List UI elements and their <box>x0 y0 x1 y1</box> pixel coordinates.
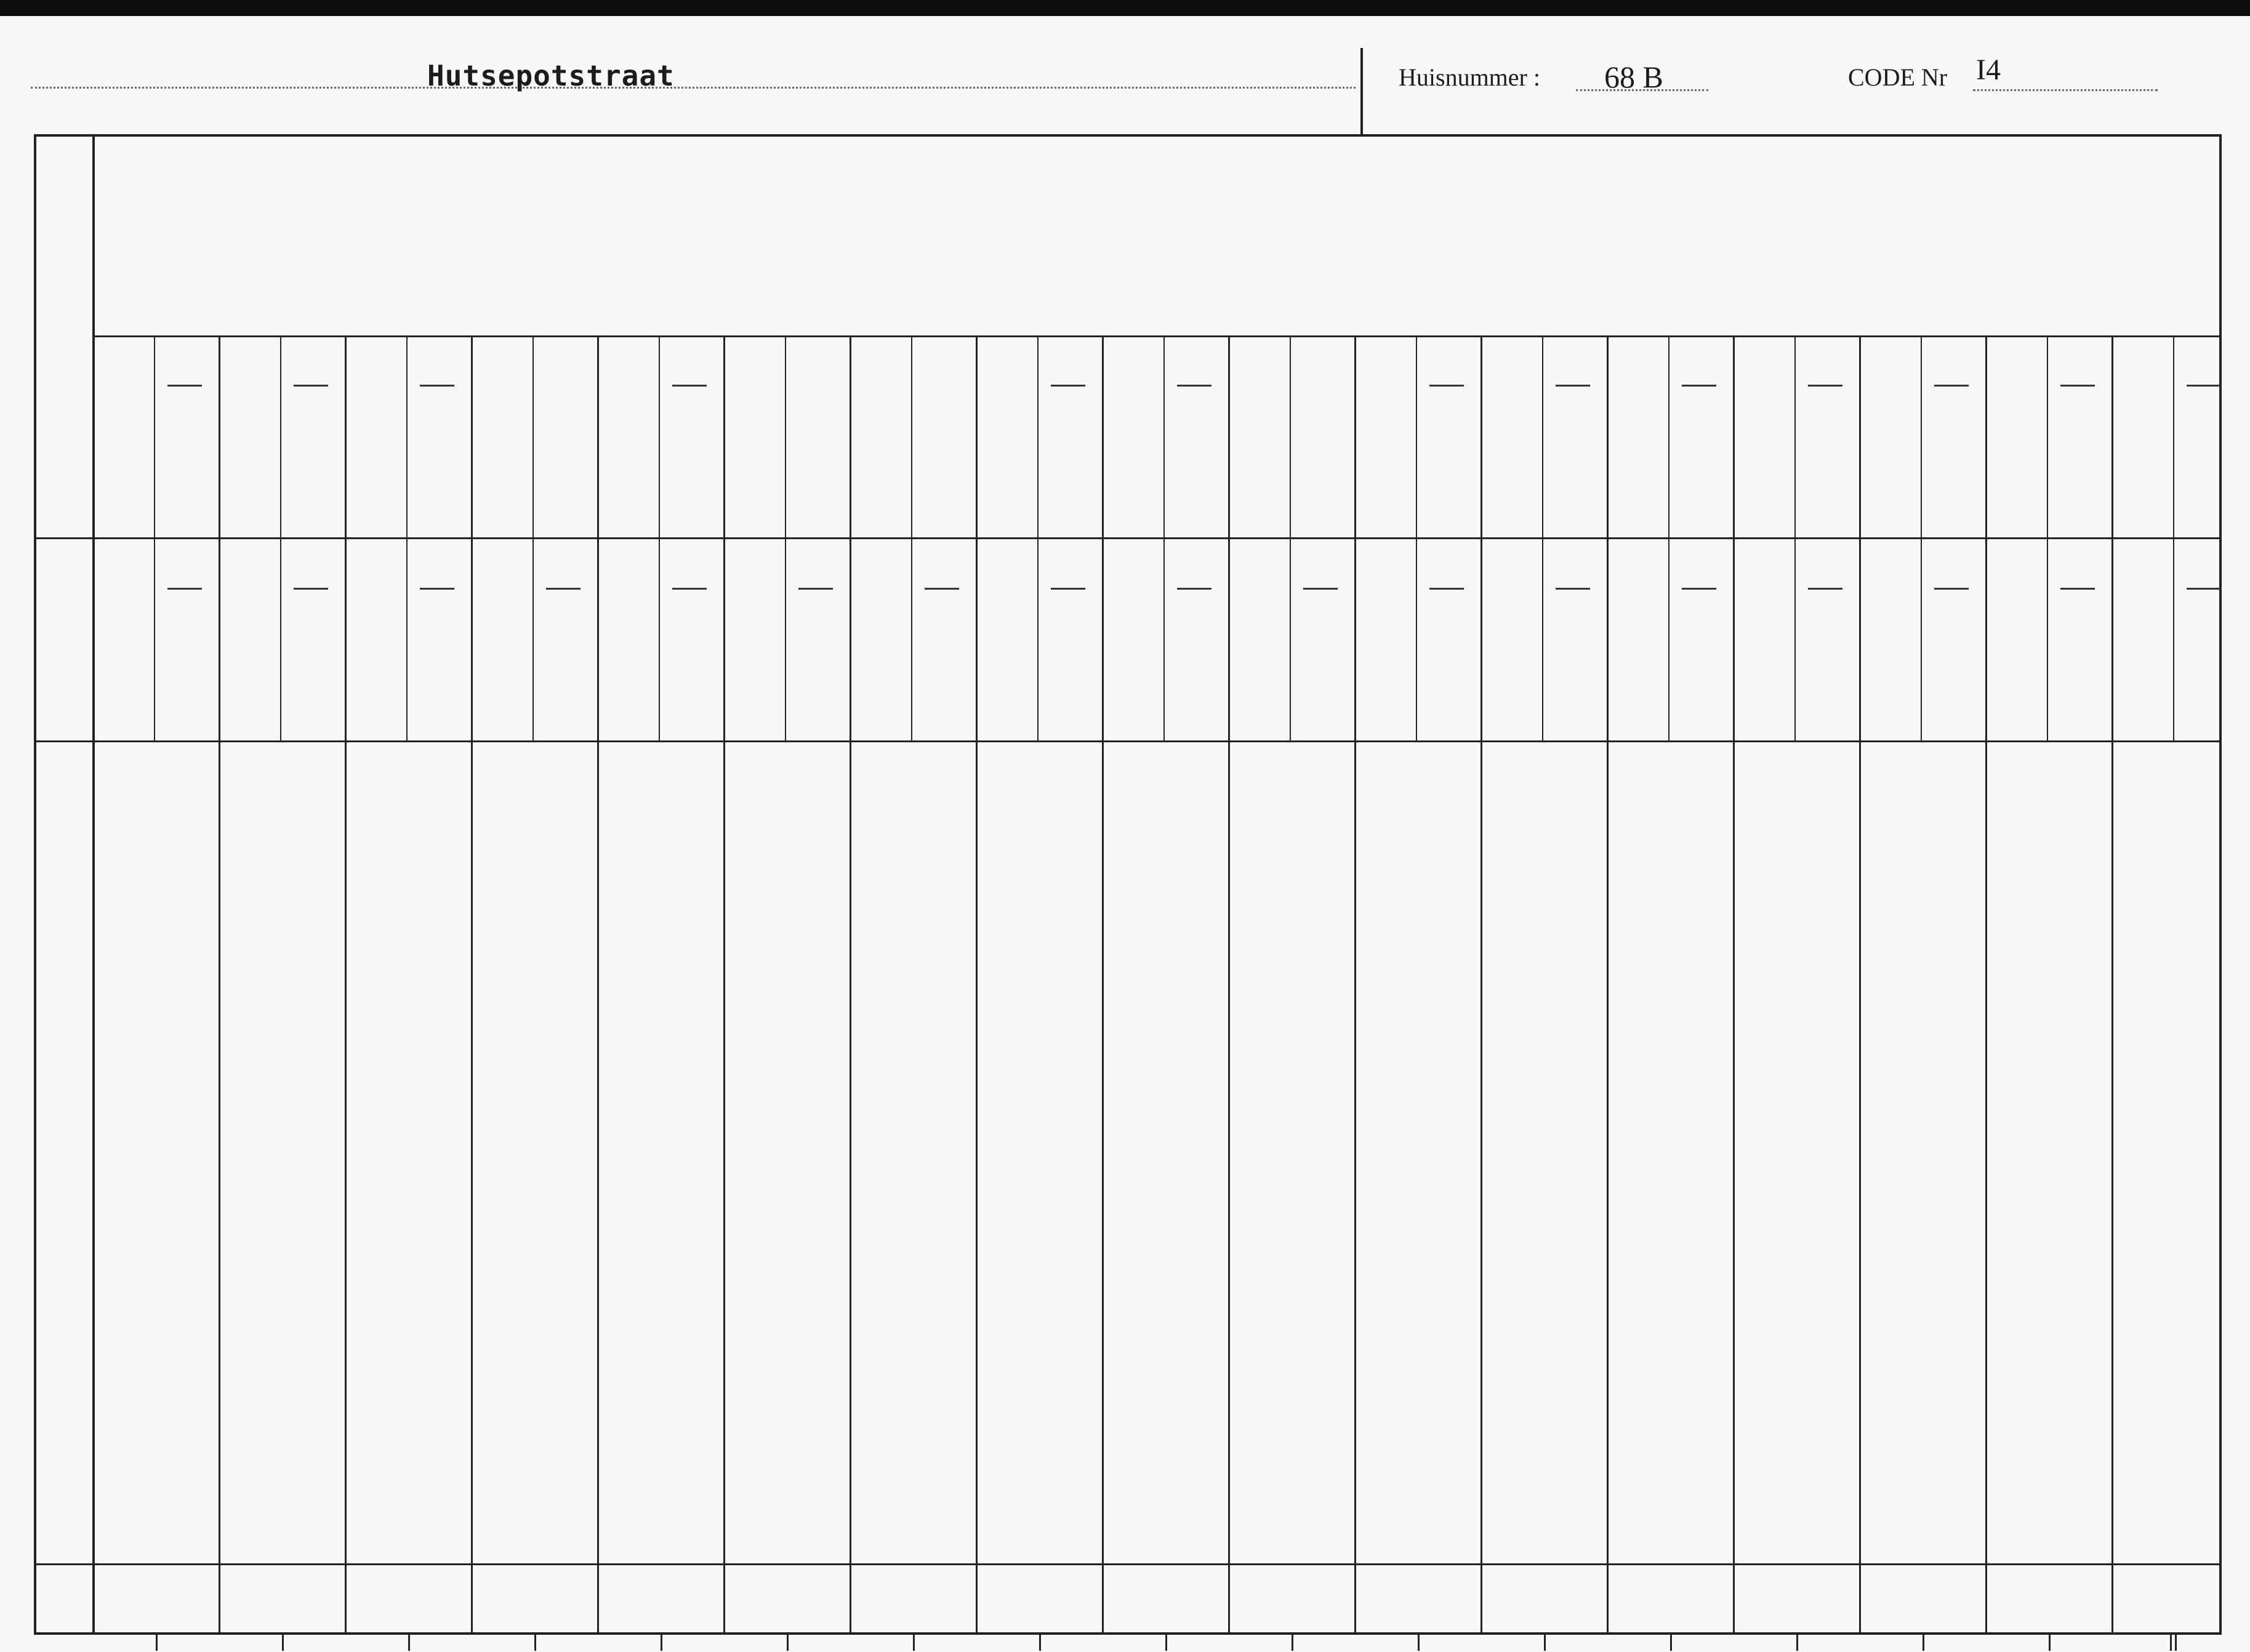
in-date-dash <box>798 588 833 590</box>
uit-subdivider <box>2173 335 2174 537</box>
bottom-tick <box>534 1632 536 1651</box>
uit-subdivider <box>2047 335 2048 537</box>
uit-empty-dash <box>2060 385 2095 387</box>
uit-subdivider <box>406 335 408 537</box>
uit-empty-dash <box>1808 385 1842 387</box>
column-divider <box>1733 335 1735 1632</box>
in-subdivider <box>2047 537 2048 740</box>
in-date-dash <box>167 588 202 590</box>
bottom-tick <box>408 1632 410 1651</box>
column-divider <box>850 335 851 1632</box>
bottom-tick <box>787 1632 789 1651</box>
house-number-label: Huisnummer : <box>1399 63 1540 91</box>
in-subdivider <box>280 537 281 740</box>
in-subdivider <box>1037 537 1039 740</box>
uit-empty-dash <box>1682 385 1716 387</box>
uit-subdivider <box>1921 335 1922 537</box>
in-subdivider <box>1163 537 1165 740</box>
uit-subdivider <box>1416 335 1417 537</box>
uit-empty-dash <box>2187 385 2221 387</box>
label-column-divider <box>92 134 95 1632</box>
in-date-dash <box>546 588 581 590</box>
in-subdivider <box>406 537 408 740</box>
column-divider <box>976 335 978 1632</box>
bottom-tick <box>2175 1632 2177 1651</box>
column-divider <box>723 335 725 1632</box>
uit-date-dash <box>294 385 328 387</box>
uit-subdivider <box>1794 335 1796 537</box>
code-number-value: I4 <box>1976 54 2001 86</box>
in-date-dash <box>1177 588 1211 590</box>
table-right-border <box>2219 134 2222 1632</box>
house-number-value: 68 B <box>1604 60 1663 94</box>
in-empty-dash <box>1556 588 1590 590</box>
in-date-dash <box>925 588 959 590</box>
bottom-tick <box>1418 1632 1420 1651</box>
uit-empty-dash <box>1429 385 1464 387</box>
in-empty-dash <box>2187 588 2221 590</box>
code-number-label: CODE Nr <box>1848 63 1948 91</box>
column-divider <box>471 335 473 1632</box>
uit-subdivider <box>1290 335 1291 537</box>
uit-subdivider <box>154 335 155 537</box>
uit-date-dash <box>1051 385 1085 387</box>
bottom-tick <box>1923 1632 1924 1651</box>
in-subdivider <box>2173 537 2174 740</box>
uit-date-dash <box>1177 385 1211 387</box>
in-subdivider <box>1416 537 1417 740</box>
in-subdivider <box>1921 537 1922 740</box>
bottom-tick <box>2049 1632 2051 1651</box>
column-divider <box>597 335 599 1632</box>
in-empty-dash <box>1808 588 1842 590</box>
in-empty-dash <box>1682 588 1716 590</box>
code-number-dotted-line <box>1973 89 2158 91</box>
uit-subdivider <box>1037 335 1039 537</box>
column-divider <box>2111 335 2113 1632</box>
uit-subdivider <box>1668 335 1669 537</box>
bewoners-row-top <box>34 740 2219 742</box>
uit-subdivider <box>659 335 660 537</box>
column-divider <box>1354 335 1356 1632</box>
uit-date-dash <box>672 385 707 387</box>
in-subdivider <box>1794 537 1796 740</box>
bottom-tick <box>1292 1632 1293 1651</box>
in-date-dash <box>1051 588 1085 590</box>
in-date-dash <box>672 588 707 590</box>
uit-subdivider <box>532 335 534 537</box>
uit-subdivider <box>785 335 786 537</box>
scan-top-border <box>0 0 2250 16</box>
in-date-dash <box>294 588 328 590</box>
uit-subdivider <box>911 335 912 537</box>
column-divider <box>219 335 220 1632</box>
in-subdivider <box>911 537 912 740</box>
in-empty-dash <box>1934 588 1969 590</box>
column-divider <box>1859 335 1861 1632</box>
column-divider <box>1985 335 1987 1632</box>
bottom-tick <box>1796 1632 1798 1651</box>
bottom-tick <box>156 1632 158 1651</box>
bottom-tick <box>2170 1632 2172 1651</box>
nr-row-top <box>34 1563 2219 1565</box>
uit-empty-dash <box>1556 385 1590 387</box>
bottom-tick <box>1670 1632 1672 1651</box>
table-top-border <box>34 134 2222 137</box>
street-name: Hutsepotstraat <box>427 59 675 92</box>
in-empty-dash <box>2060 588 2095 590</box>
uit-subdivider <box>280 335 281 537</box>
column-divider <box>1228 335 1230 1632</box>
bottom-tick <box>661 1632 662 1651</box>
bottom-tick <box>1039 1632 1041 1651</box>
bottom-tick <box>913 1632 915 1651</box>
in-subdivider <box>154 537 155 740</box>
bottom-tick <box>1544 1632 1546 1651</box>
in-date-dash <box>1303 588 1338 590</box>
in-row-top <box>34 537 2219 539</box>
column-divider <box>1607 335 1609 1632</box>
in-empty-dash <box>1429 588 1464 590</box>
in-subdivider <box>785 537 786 740</box>
uit-subdivider <box>1542 335 1543 537</box>
in-subdivider <box>532 537 534 740</box>
bottom-tick <box>282 1632 284 1651</box>
header-divider <box>1360 48 1363 134</box>
uit-date-dash <box>420 385 454 387</box>
uit-subdivider <box>1163 335 1165 537</box>
uit-empty-dash <box>1934 385 1969 387</box>
street-dotted-line <box>31 87 1356 89</box>
table-bottom-border <box>34 1632 2222 1635</box>
uit-row-top <box>92 335 2219 337</box>
table-left-border <box>34 134 36 1632</box>
in-subdivider <box>659 537 660 740</box>
bottom-tick <box>1165 1632 1167 1651</box>
column-divider <box>1102 335 1104 1632</box>
column-divider <box>345 335 347 1632</box>
column-divider <box>1481 335 1482 1632</box>
in-date-dash <box>420 588 454 590</box>
uit-date-dash <box>167 385 202 387</box>
in-subdivider <box>1542 537 1543 740</box>
in-subdivider <box>1668 537 1669 740</box>
in-subdivider <box>1290 537 1291 740</box>
